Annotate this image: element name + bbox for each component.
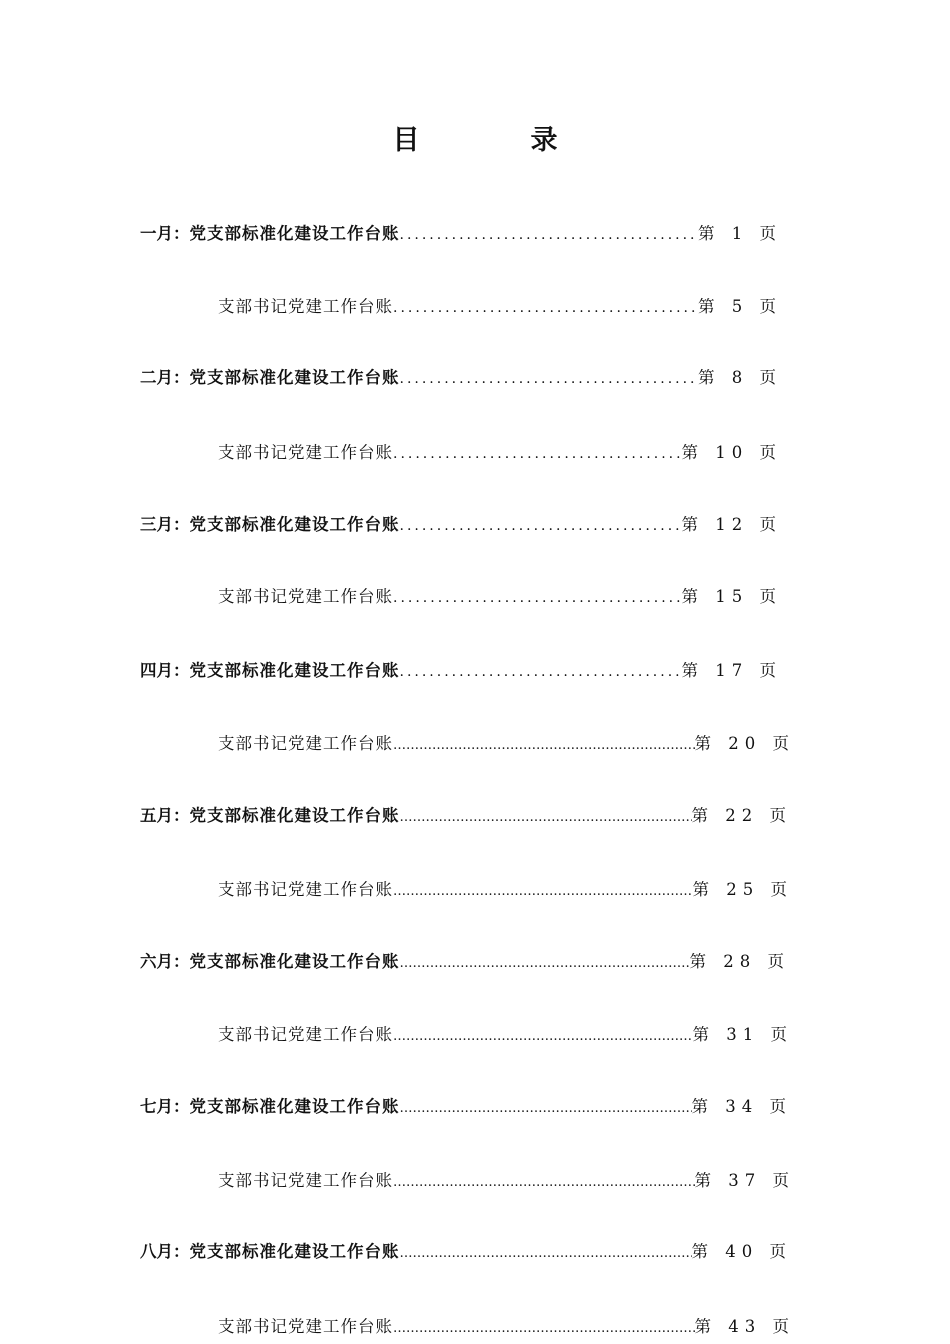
toc-entry-label: 党支部标准化建设工作台账	[189, 806, 400, 825]
toc-entry-page: 第 10 页	[681, 443, 782, 462]
toc-entry-label: 党支部标准化建设工作台账	[189, 368, 400, 387]
toc-leader-dots	[400, 1241, 692, 1267]
toc-entry[interactable]	[218, 584, 782, 610]
toc-entry-label: 支部书记党建工作台账	[218, 1317, 393, 1336]
toc-entry-label: 党支部标准化建设工作台账	[189, 224, 400, 243]
toc-entry-label: 党支部标准化建设工作台账	[189, 661, 400, 680]
toc-leader-dots	[393, 1170, 695, 1196]
toc-entry-page: 第 8 页	[698, 368, 782, 387]
toc-entry-page: 第 17 页	[681, 661, 782, 680]
toc-leader-dots	[393, 295, 698, 321]
toc-entry-label: 党支部标准化建设工作台账	[189, 952, 400, 971]
toc-entry[interactable]	[140, 365, 782, 391]
toc-entry[interactable]	[218, 877, 793, 903]
toc-entry-page: 第 1 页	[698, 224, 782, 243]
toc-entry-page: 第 37 页	[694, 1171, 795, 1190]
toc-entry-label: 支部书记党建工作台账	[218, 734, 393, 753]
toc-entry-month: 二月：	[140, 368, 190, 387]
toc-entry-label: 党支部标准化建设工作台账	[189, 515, 400, 534]
toc-entry-month: 六月：	[140, 952, 190, 971]
toc-leader-dots	[400, 1096, 692, 1122]
toc-entry[interactable]	[218, 440, 782, 466]
toc-entry[interactable]	[140, 1094, 792, 1120]
toc-entry[interactable]	[140, 658, 782, 684]
toc-entry-page: 第 20 页	[694, 734, 795, 753]
toc-entry-month: 三月：	[140, 515, 190, 534]
toc-leader-dots	[400, 222, 699, 248]
toc-entry-page: 第 28 页	[689, 952, 790, 971]
toc-entry-label: 支部书记党建工作台账	[218, 297, 393, 316]
toc-entry[interactable]	[140, 512, 782, 538]
toc-entry[interactable]	[218, 1314, 795, 1340]
toc-entry[interactable]	[140, 803, 792, 829]
toc-entry-page: 第 12 页	[681, 515, 782, 534]
toc-leader-dots	[400, 805, 692, 831]
toc-leader-dots	[393, 1024, 693, 1050]
toc-entry-page: 第 15 页	[681, 587, 782, 606]
toc-entry-page: 第 5 页	[698, 297, 782, 316]
toc-entry-page: 第 34 页	[691, 1097, 792, 1116]
toc-leader-dots	[400, 951, 690, 977]
toc-entry[interactable]	[140, 221, 782, 247]
toc-entry[interactable]	[218, 1168, 795, 1194]
toc-entry-page: 第 40 页	[691, 1242, 792, 1261]
toc-entry-month: 四月：	[140, 661, 190, 680]
toc-entry-label: 支部书记党建工作台账	[218, 1171, 393, 1190]
toc-entry-label: 党支部标准化建设工作台账	[189, 1097, 400, 1116]
toc-leader-dots	[400, 659, 682, 685]
toc-entry-label: 支部书记党建工作台账	[218, 1025, 393, 1044]
toc-entry[interactable]	[218, 731, 795, 757]
toc-leader-dots	[393, 733, 695, 759]
toc-leader-dots	[400, 513, 682, 539]
toc-leader-dots	[393, 879, 693, 905]
toc-entry-month: 一月：	[140, 224, 190, 243]
toc-entry[interactable]	[140, 949, 790, 975]
toc-entry[interactable]	[140, 1239, 792, 1265]
toc-entry-page: 第 31 页	[692, 1025, 793, 1044]
toc-leader-dots	[400, 366, 699, 392]
toc-leader-dots	[393, 441, 682, 467]
toc-entry[interactable]	[218, 294, 782, 320]
toc-entry-label: 支部书记党建工作台账	[218, 443, 393, 462]
toc-entry-page: 第 43 页	[694, 1317, 795, 1336]
toc-entry[interactable]	[218, 1022, 793, 1048]
toc-leader-dots	[393, 585, 682, 611]
toc-entry-month: 八月：	[140, 1242, 190, 1261]
toc-leader-dots	[393, 1316, 695, 1342]
toc-entry-page: 第 25 页	[692, 880, 793, 899]
toc-entry-label: 支部书记党建工作台账	[218, 587, 393, 606]
toc-entry-label: 支部书记党建工作台账	[218, 880, 393, 899]
toc-entry-page: 第 22 页	[691, 806, 792, 825]
toc-entry-label: 党支部标准化建设工作台账	[189, 1242, 400, 1261]
toc-entry-month: 五月：	[140, 806, 190, 825]
toc-title: 目 录	[392, 125, 600, 156]
toc-entry-month: 七月：	[140, 1097, 190, 1116]
